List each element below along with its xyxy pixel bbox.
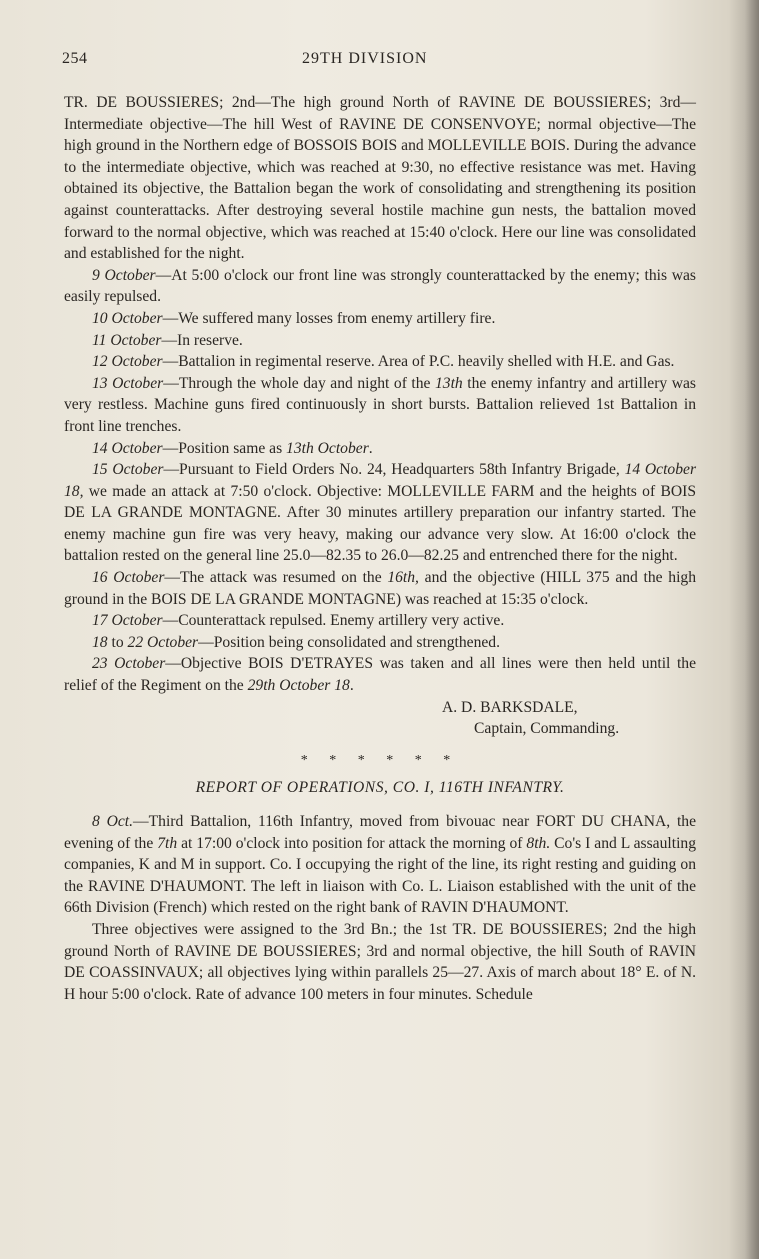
entry-date: 17 October [92,612,163,630]
diary-entry-11-october [64,330,696,352]
entry-text: —Objective BOIS D'ETRAYES was taken and all lines were then held until the relief of the Regiment on the [64,655,696,695]
entry-date: 18 [92,633,108,651]
diary-entry-15-october [64,459,696,567]
signatory-title: Captain, Commanding. [474,720,620,738]
entry-date: 16 October [92,569,165,587]
report-paragraph-1 [64,811,696,919]
entry-date: 13 October [92,374,164,392]
entry-text: —We suffered many losses from enemy artillery fire. [162,309,496,327]
entry-emphasis: 29th October 18 [247,677,350,695]
entry-date: 10 October [92,309,163,327]
diary-entry-13-october [64,373,696,438]
entry-text: —Through the whole day and night of the [163,374,435,392]
entry-text: —Counterattack repulsed. Enemy artillery very active. [162,612,505,630]
diary-entry-14-october [64,438,696,460]
entry-date: 22 October [127,633,199,651]
entry-date: 14 October [92,439,163,457]
diary-entry-16-october [64,567,696,610]
diary-entry-23-october [64,653,696,696]
page-number: 254 [62,50,88,67]
entry-text: —Third Battalion, 116th Infantry, moved from bivouac near FORT DU CHANA, the evening of the [64,813,697,852]
diary-entry-17-october [64,610,696,632]
entry-emphasis: 16th, [387,569,419,587]
signature-block [64,697,696,740]
page-header [62,50,702,74]
entry-emphasis: 7th [157,834,178,852]
entry-text: we made an attack at 7:50 o'clock. Objective: MOLLEVILLE FARM and the heights of BOIS DE LA GRANDE MONTAGNE. After 30 minutes artillery preparation our infantry started. The enemy machine gun fire was very heavy, making our advance very slow. At 16:00 o'clock the battalion rested on the general line 25.0—82.35 to 26.0—82.25 and entrenched there for the night. [64,482,696,565]
running-head: 29TH DIVISION [302,50,428,67]
entry-text: —Position being consolidated and strengthened. [198,633,500,651]
diary-entry-18-22-october [64,632,696,654]
entry-date-connector: to [107,633,128,651]
entry-text: —In reserve. [161,331,243,349]
entry-emphasis: 8th. [526,834,551,852]
entry-text: —Position same as [162,439,287,457]
page-gutter-shadow [745,0,759,1259]
entry-date: 23 October [92,655,166,673]
page-body [64,92,696,1005]
report-paragraph-2: Three objectives were assigned to the 3rd Bn.; the 1st TR. DE BOUSSIERES; 2nd the high ground North of RAVINE DE BOUSSIERES; 3rd and normal objective, the hill South of RAVIN DE COASSINVAUX; all objectives lying within parallels 25—27. Axis of march about 18° E. of N. H hour 5:00 o'clock. Rate of advance 100 meters in four minutes. Schedule [64,920,696,1003]
entry-emphasis: 13th October [286,439,369,457]
entry-text: —Pursuant to Field Orders No. 24, Headquarters 58th Infantry Brigade, [163,461,625,479]
entry-text: the enemy infantry and artillery was very restless. Machine guns fired continuously in short bursts. Battalion relieved 1st Battalion in front line trenches. [64,374,696,435]
entry-text: —The attack was resumed on the [164,569,388,587]
entry-date: 12 October [92,353,163,371]
report-title: REPORT OF OPERATIONS, CO. I, 116TH INFANTRY. [195,779,565,797]
signatory-name: A. D. BARKSDALE, [442,698,578,716]
entry-date: 11 October [92,331,162,349]
section-separator: * * * * * * [300,752,460,768]
entry-text: Co's I and L assaulting companies, K and M in support. Co. I occupying the right of the line, its right resting and guiding on the RAVINE D'HAUMONT. The left in liaison with Co. L. Liaison established with the unit of the 66th Division (French) which rested on the right bank of RAVIN D'HAUMONT. [64,834,696,917]
entry-text: . [368,439,373,457]
entry-text: . [349,677,354,695]
entry-text: and the objective (HILL 375 and the high ground in the BOIS DE LA GRANDE MONTAGNE) was reached at 15:35 o'clock. [64,569,696,608]
entry-text: —At 5:00 o'clock our front line was strongly counterattacked by the enemy; this was easily repulsed. [64,266,696,306]
entry-text: —Battalion in regimental reserve. Area of P.C. heavily shelled with H.E. and Gas. [162,353,675,371]
entry-date: 9 October [92,266,156,284]
entry-date: 15 October [92,461,164,479]
opening-paragraph: TR. DE BOUSSIERES; 2nd—The high ground North of RAVINE DE BOUSSIERES; 3rd—Intermediate objective—The hill West of RAVINE DE CONSENVOYE; normal objective—The high ground in the Northern edge of BOSSOIS BOIS and MOLLEVILLE BOIS. During the advance to the intermediate objective, which was reached at 9:30, no effective resistance was met. Having obtained its objective, the Battalion began the work of consolidating and strengthening its position against counterattacks. After destroying several hostile machine gun nests, the battalion moved forward to the normal objective, which was reached at 15:40 o'clock. Here our line was consolidated and established for the night. [64,94,696,263]
entry-date: 8 Oct. [92,813,134,830]
entry-emphasis: 13th [435,374,463,392]
entry-text: at 17:00 o'clock into position for attack the morning of [177,834,527,852]
diary-entry-9-october [64,265,696,308]
entry-emphasis: 14 October 18, [64,461,697,500]
diary-entry-12-october [64,351,696,373]
diary-entry-10-october [64,308,696,330]
